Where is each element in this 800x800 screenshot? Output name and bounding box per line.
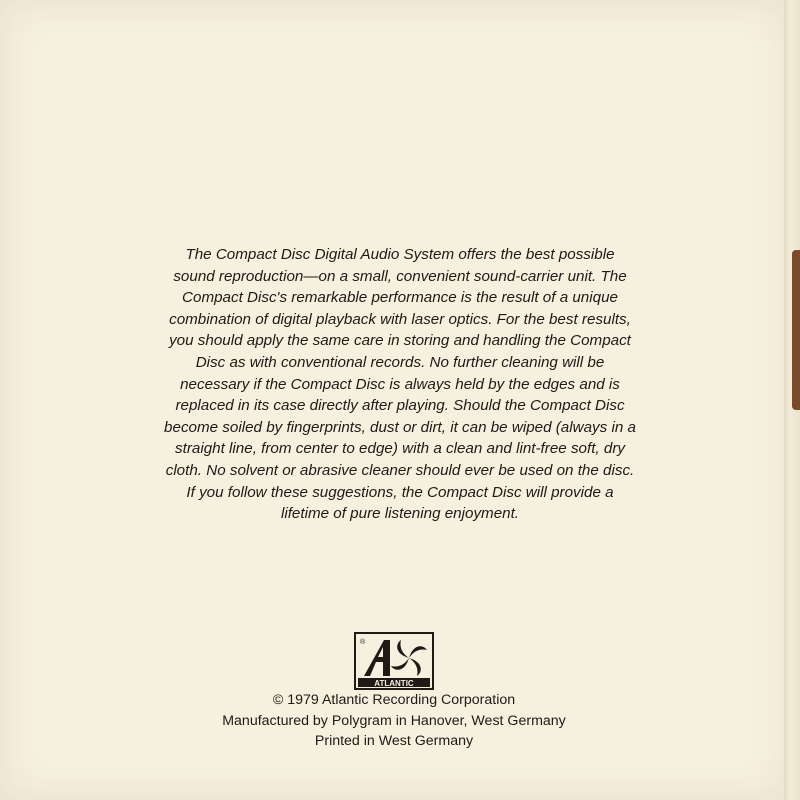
- logo-registered-mark: ®: [360, 639, 366, 646]
- logo-wordmark: ATLANTIC: [374, 679, 414, 688]
- printed-in-line: Printed in West Germany: [314, 733, 474, 749]
- atlantic-logo: [354, 632, 434, 690]
- copyright-line: © 1979 Atlantic Recording Corporation: [272, 692, 516, 708]
- manufacturer-line: Manufactured by Polygram in Hanover, West Germany: [222, 712, 566, 729]
- disc-tray-edge: [792, 250, 800, 410]
- credits-block: [150, 690, 638, 752]
- care-instructions-text: The Compact Disc Digital Audio System offers the best possible sound reproduction—on a small, convenient sound-carrier unit. The Compact Disc's remarkable performance is the result of a unique combination of digital playback with laser optics. For the best results, you should apply the same care in storing and handling the Compact Disc as with conventional records. No further cleaning will be necessary if the Compact Disc is always held by the edges and is replaced in its case directly after playing. Should the Compact Disc become soiled by fingerprints, dust or dirt, it can be wiped (always in a straight line, from center to edge) with a clean and lint-free soft, dry cloth. No solvent or abrasive cleaner should ever be used on the disc. If you follow these suggestions, the Compact Disc will provide a lifetime of pure listening enjoyment.: [164, 246, 636, 523]
